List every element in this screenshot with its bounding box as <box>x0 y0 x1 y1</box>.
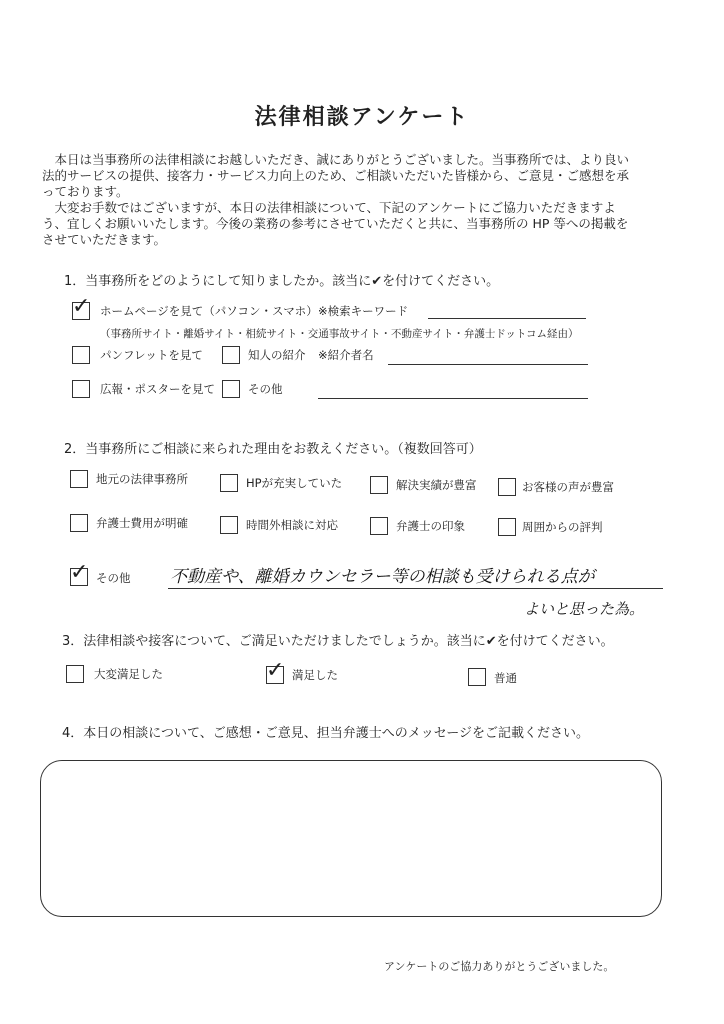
q1-question: 1．当事務所をどのようにして知りましたか。該当に✔を付けてください。 <box>64 274 500 289</box>
q2-option-label: 周囲からの評判 <box>522 520 603 534</box>
q1-homepage-checkbox[interactable] <box>72 294 91 320</box>
q2-option-checkbox[interactable] <box>498 478 516 496</box>
q1-referral-label: 知人の紹介 <box>248 348 306 362</box>
q2-option-label: 弁護士の印象 <box>396 519 465 533</box>
q1-referral-line[interactable] <box>388 364 588 365</box>
q1-keyword-line[interactable] <box>428 318 586 319</box>
footer-thanks: アンケートのご協力ありがとうございました。 <box>384 960 615 973</box>
q1-pamphlet-checkbox[interactable] <box>72 346 90 364</box>
q4-comment-box[interactable] <box>40 760 662 917</box>
q2-other-checkbox[interactable] <box>70 560 89 586</box>
q3-option-checkbox[interactable] <box>266 658 285 684</box>
q2-other-line <box>168 588 663 589</box>
q2-option-checkbox[interactable] <box>70 514 88 532</box>
q1-homepage-sub: （事務所サイト・離婚サイト・相続サイト・交通事故サイト・不動産サイト・弁護士ドットコム経由） <box>100 328 579 340</box>
q1-referral-name-label: ※紹介者名 <box>318 348 374 362</box>
q2-option-label: 時間外相談に対応 <box>246 518 338 532</box>
q2-option-checkbox[interactable] <box>370 476 388 494</box>
q4-question: 4．本日の相談について、ご感想・ご意見、担当弁護士へのメッセージをご記載ください。 <box>62 726 589 741</box>
q3-option-checkbox[interactable] <box>468 668 486 686</box>
page-title: 法律相談アンケート <box>254 105 470 130</box>
q1-pr-checkbox[interactable] <box>72 380 90 398</box>
q3-option-label: 大変満足した <box>94 667 163 681</box>
check-mark-icon: ✓ <box>70 560 89 585</box>
q3-option-checkbox[interactable] <box>66 665 84 683</box>
q1-homepage-label: ホームページを見て（パソコン・スマホ） <box>100 304 318 318</box>
q2-option-checkbox[interactable] <box>498 518 516 536</box>
q2-option-label: 弁護士費用が明確 <box>96 516 188 530</box>
check-mark-icon: ✓ <box>72 294 91 319</box>
q2-option-label: お客様の声が豊富 <box>522 480 614 494</box>
intro-text <box>42 152 632 248</box>
q1-pr-label: 広報・ポスターを見て <box>100 382 215 396</box>
q1-keyword-label: ※検索キーワード <box>318 304 409 318</box>
q2-option-checkbox[interactable] <box>220 516 238 534</box>
q2-other-answer-line2: よいと思った為。 <box>524 600 645 618</box>
q3-option-label: 満足した <box>292 668 338 682</box>
check-mark-icon: ✓ <box>266 658 285 683</box>
q2-option-label: HPが充実していた <box>246 476 343 490</box>
q3-option-label: 普通 <box>494 671 517 685</box>
q2-question: 2．当事務所にご相談に来られた理由をお教えください。（複数回答可） <box>64 442 482 457</box>
q1-referral-checkbox[interactable] <box>222 346 240 364</box>
q1-pamphlet-label: パンフレットを見て <box>100 348 203 362</box>
q1-other-checkbox[interactable] <box>222 380 240 398</box>
q2-other-label: その他 <box>96 571 131 585</box>
q2-option-checkbox[interactable] <box>70 470 88 488</box>
q2-option-label: 解決実績が豊富 <box>396 478 477 492</box>
q2-other-answer-line1: 不動産や、離婚カウンセラー等の相談も受けられる点が <box>170 567 595 587</box>
q3-question: 3．法律相談や接客について、ご満足いただけましたでしょうか。該当に✔を付けてください。 <box>62 634 614 649</box>
intro-paragraph-1: 本日は当事務所の法律相談にお越しいただき、誠にありがとうございました。当事務所では、より良い法的サービスの提供、接客力・サービス力向上のため、ご相談いただいた皆様から、ご意見・ご感想を承っております。 <box>42 152 630 199</box>
q1-other-line[interactable] <box>318 398 588 399</box>
q1-other-label: その他 <box>248 382 283 396</box>
q2-option-checkbox[interactable] <box>370 517 388 535</box>
q2-option-label: 地元の法律事務所 <box>96 472 188 486</box>
q2-option-checkbox[interactable] <box>220 474 238 492</box>
intro-paragraph-2: 大変お手数ではございますが、本日の法律相談について、下記のアンケートにご協力いただきますよう、宜しくお願いいたします。今後の業務の参考にさせていただくと共に、当事務所の HP 等への掲載をさせていただきます。 <box>42 200 629 247</box>
